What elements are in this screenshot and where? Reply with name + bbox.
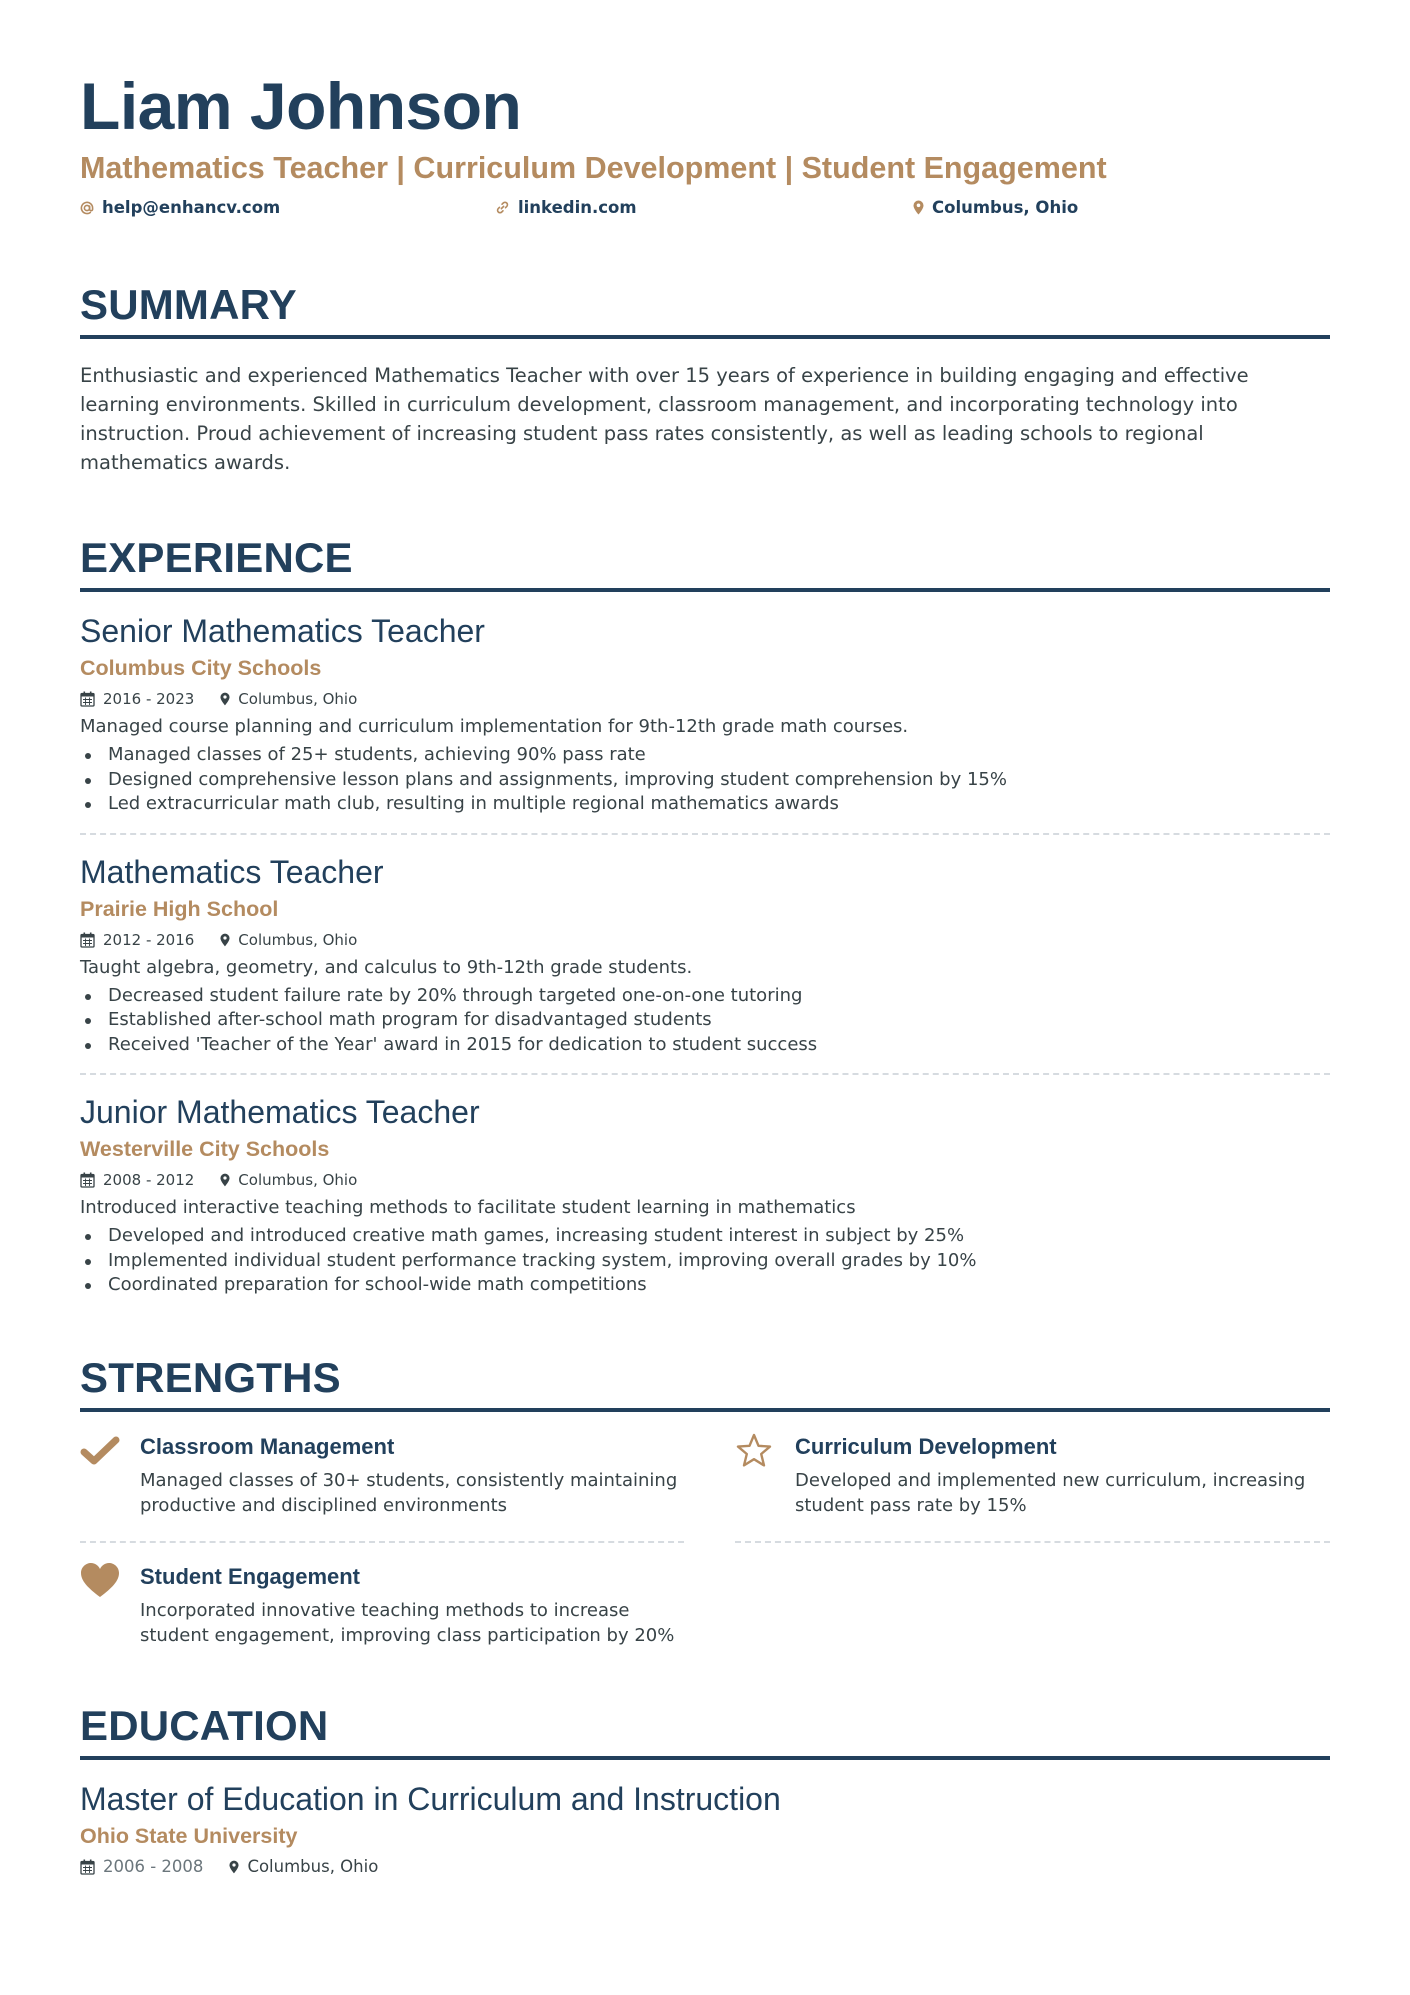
company-name: Westerville City Schools	[80, 1137, 330, 1161]
calendar-icon	[80, 1859, 95, 1875]
contact-email[interactable]	[80, 198, 280, 217]
achievement-item: Designed comprehensive lesson plans and assignments, improving student comprehension by 15%	[80, 768, 1330, 793]
job-location-text: Columbus, Ohio	[238, 930, 358, 949]
achievement-item: Managed classes of 25+ students, achieving 90% pass rate	[80, 743, 1330, 768]
contact-linkedin-text: linkedin.com	[518, 198, 637, 217]
job-dates-text: 2008 - 2012	[103, 1171, 195, 1189]
experience-title: EXPERIENCE	[80, 534, 353, 581]
education-location	[229, 1856, 378, 1878]
achievement-item: Developed and introduced creative math games, increasing student interest in subject by 25%	[80, 1224, 1330, 1249]
achievement-item: Established after-school math program for disadvantaged students	[80, 1008, 1330, 1033]
education-location-text: Columbus, Ohio	[247, 1857, 379, 1876]
summary-title: SUMMARY	[80, 281, 297, 328]
experience-entry	[80, 612, 1330, 817]
strength-title: Curriculum Development	[795, 1433, 1057, 1459]
experience-section	[80, 534, 1330, 1298]
job-achievements	[80, 984, 1330, 1058]
job-location-text: Columbus, Ohio	[238, 1171, 358, 1189]
job-achievements	[80, 1224, 1330, 1298]
job-achievements	[80, 743, 1330, 817]
job-location	[220, 929, 357, 951]
job-dates-text: 2012 - 2016	[103, 930, 195, 949]
achievement-item: Coordinated preparation for school-wide math competitions	[80, 1273, 1330, 1298]
calendar-icon	[80, 932, 95, 948]
company-name: Columbus City Schools	[80, 656, 322, 680]
location-icon	[913, 200, 924, 215]
entry-divider	[735, 1541, 1330, 1543]
job-meta	[80, 929, 1330, 951]
education-dates	[80, 1856, 203, 1878]
job-location	[220, 1169, 357, 1191]
job-dates	[80, 688, 194, 710]
experience-entry	[80, 1093, 1330, 1298]
school-name: Ohio State University	[80, 1824, 298, 1848]
entry-divider	[80, 1541, 684, 1543]
summary-section	[80, 281, 1330, 477]
company-name: Prairie High School	[80, 896, 279, 921]
job-title: Junior Mathematics Teacher	[80, 1094, 480, 1130]
job-dates	[80, 929, 194, 951]
strength-item	[735, 1432, 1335, 1542]
location-icon	[220, 692, 230, 706]
achievement-item: Received 'Teacher of the Year' award in 2015 for dedication to student success	[80, 1033, 1330, 1058]
job-description: Taught algebra, geometry, and calculus to 9th-12th grade students.	[80, 956, 693, 978]
contact-location-text: Columbus, Ohio	[932, 198, 1079, 217]
checkmark-icon	[80, 1432, 124, 1472]
education-meta	[80, 1856, 1330, 1878]
job-title: Mathematics Teacher	[80, 853, 384, 890]
candidate-headline: Mathematics Teacher | Curriculum Development | Student Engagement	[80, 151, 1107, 185]
education-entry	[80, 1780, 1330, 1878]
candidate-name: Liam Johnson	[80, 69, 522, 143]
strengths-grid	[80, 1432, 1330, 1732]
summary-text: Enthusiastic and experienced Mathematics Teacher with over 15 years of experience in building engaging and effective learning environments. Skilled in curriculum development, classroom management, and incorporating technology into instruction. Proud achievement of increasing student pass rates consistently, as well as leading schools to regional mathematics awards.	[80, 364, 1249, 474]
strength-item	[80, 1432, 680, 1542]
section-divider	[80, 588, 1330, 592]
job-meta	[80, 688, 1330, 710]
heart-icon	[80, 1562, 124, 1602]
location-icon	[229, 1860, 239, 1874]
strength-item	[80, 1562, 680, 1672]
job-meta	[80, 1169, 1330, 1191]
degree-title: Master of Education in Curriculum and Instruction	[80, 1781, 781, 1817]
entry-divider	[80, 1073, 1330, 1075]
section-divider	[80, 1408, 1330, 1412]
section-divider	[80, 1756, 1330, 1760]
contact-bar	[80, 198, 1330, 224]
at-icon	[80, 201, 94, 215]
achievement-item: Led extracurricular math club, resulting in multiple regional mathematics awards	[80, 792, 1330, 817]
contact-email-text: help@enhancv.com	[102, 198, 281, 217]
education-title: EDUCATION	[80, 1702, 329, 1749]
strength-title: Student Engagement	[140, 1563, 361, 1589]
strength-description: Developed and implemented new curriculum, increasing student pass rate by 15%	[795, 1469, 1306, 1516]
strength-description: Managed classes of 30+ students, consistently maintaining productive and disciplined environments	[140, 1469, 678, 1516]
resume-header	[80, 68, 1330, 224]
education-dates-text: 2006 - 2008	[103, 1857, 204, 1876]
job-description: Managed course planning and curriculum implementation for 9th-12th grade math courses.	[80, 716, 909, 737]
contact-location	[913, 198, 1078, 217]
entry-divider	[80, 833, 1330, 835]
calendar-icon	[80, 1172, 95, 1188]
contact-linkedin[interactable]	[495, 198, 637, 217]
education-section	[80, 1702, 1330, 1878]
strength-title: Classroom Management	[140, 1433, 395, 1459]
job-location-text: Columbus, Ohio	[238, 690, 358, 708]
achievement-item: Decreased student failure rate by 20% through targeted one-on-one tutoring	[80, 984, 1330, 1009]
job-dates	[80, 1169, 194, 1191]
job-description: Introduced interactive teaching methods to facilitate student learning in mathematics	[80, 1197, 856, 1218]
experience-entry	[80, 853, 1330, 1058]
calendar-icon	[80, 691, 95, 707]
strengths-section	[80, 1354, 1330, 1732]
star-icon	[735, 1432, 779, 1472]
section-divider	[80, 335, 1330, 339]
job-location	[220, 688, 357, 710]
location-icon	[220, 1173, 230, 1187]
strengths-title: STRENGTHS	[80, 1353, 341, 1401]
job-dates-text: 2016 - 2023	[103, 690, 195, 708]
link-icon	[495, 200, 510, 215]
achievement-item: Implemented individual student performance tracking system, improving overall grades by 10%	[80, 1249, 1330, 1274]
location-icon	[220, 933, 230, 947]
strength-description: Incorporated innovative teaching methods to increase student engagement, improving class participation by 20%	[140, 1599, 675, 1646]
job-title: Senior Mathematics Teacher	[80, 613, 485, 649]
